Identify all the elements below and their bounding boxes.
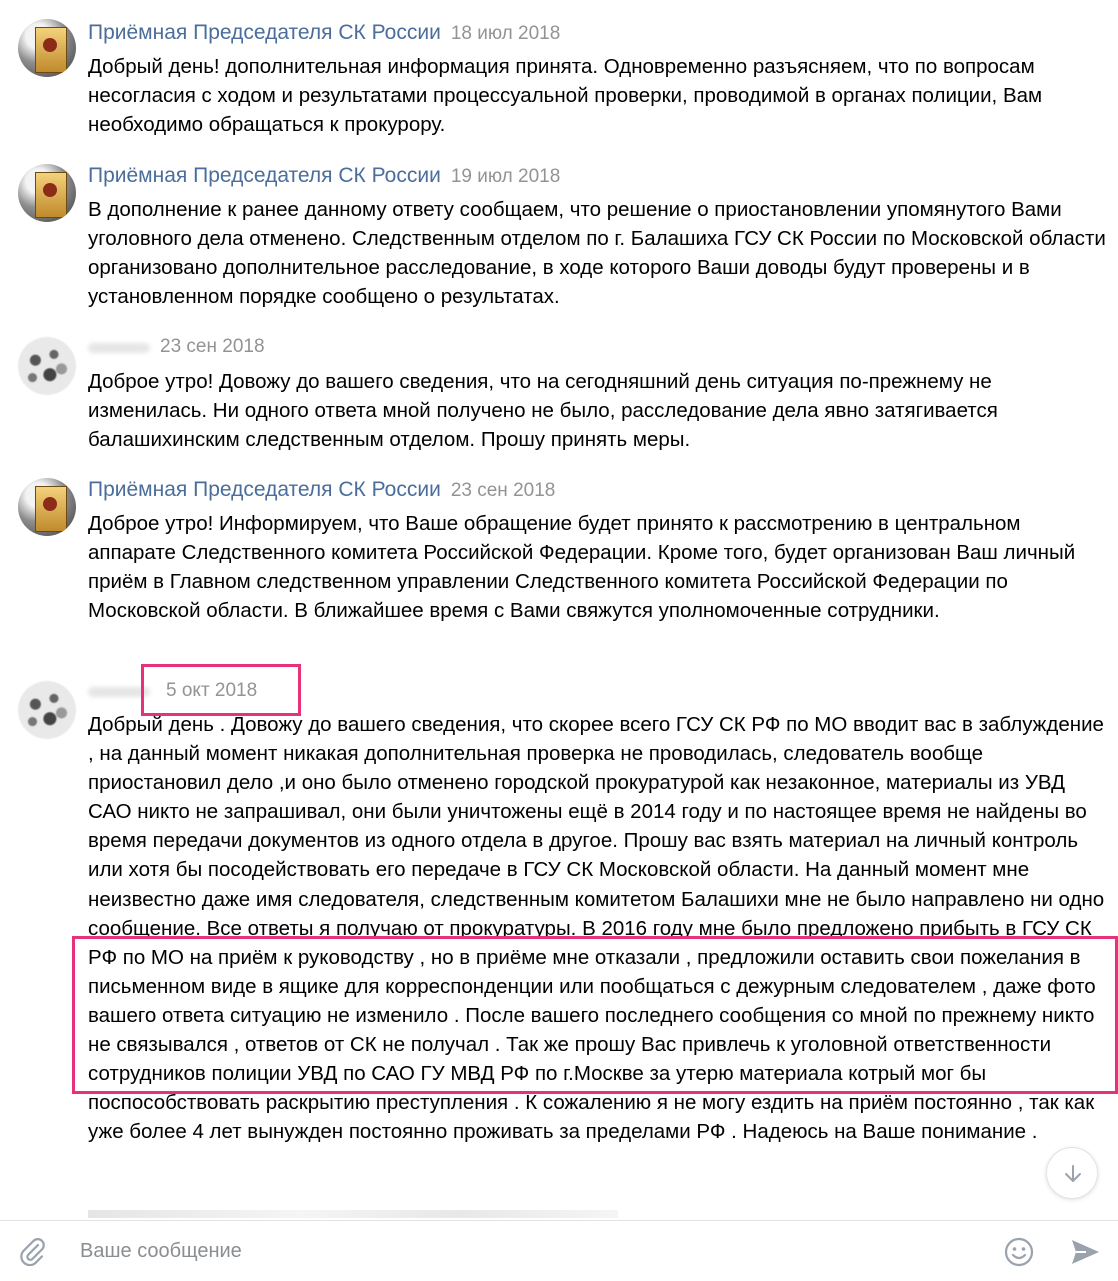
author-name-hidden: [88, 687, 150, 697]
smile-icon[interactable]: [1003, 1236, 1035, 1273]
avatar[interactable]: [18, 19, 76, 77]
send-arrow-icon[interactable]: [1068, 1235, 1102, 1274]
message-date: 23 сен 2018: [160, 336, 265, 357]
message-date: 23 сен 2018: [450, 480, 556, 501]
author-name-hidden: [88, 343, 150, 353]
message-header: [88, 336, 265, 366]
author-name[interactable]: Приёмная Председателя СК России: [88, 21, 441, 44]
message-composer: [0, 1220, 1118, 1281]
message-header: [88, 680, 257, 710]
attached-image-preview[interactable]: [88, 1210, 618, 1218]
message-header: [88, 21, 560, 51]
message-text: Доброе утро! Информируем, что Ваше обращение будет принято к рассмотрению в центральном аппарате Следственного комитета Российской Федерации. Кроме того, будет организован Ваш личный приём в Главном следственном управлении Следственного комитета Российской Федерации по Московской области. В ближайшее время с Вами свяжутся уполномоченные сотрудники.: [88, 512, 1076, 623]
message-input[interactable]: [70, 1231, 990, 1271]
message-text: Добрый день! дополнительная информация принята. Одновременно разъясняем, что по вопросам несогласия с ходом и результатами процессуальной проверки, проводимой в органах полиции, Вам необходимо обращаться к прокурору.: [88, 55, 1043, 137]
message-text: В дополнение к ранее данному ответу сообщаем, что решение о приостановлении упомянутого Вами уголовного дела отменено. Следственным отделом по г. Балашиха ГСУ СК России по Московской области организовано дополнительное расследование, в ходе которого Ваши доводы будут проверены и в установленном порядке сообщено о результатах.: [88, 198, 1106, 309]
avatar[interactable]: [18, 478, 76, 536]
message-date: 19 июл 2018: [450, 166, 561, 187]
message-date: 18 июл 2018: [450, 23, 561, 44]
avatar[interactable]: [18, 164, 76, 222]
message-text: Доброе утро! Довожу до вашего сведения, что на сегодняшний день ситуация по-прежнему не изменилась. Ни одного ответа мной получено не было, расследование дела явно затягивается балашихинским следственным отделом. Прошу принять меры.: [88, 370, 998, 452]
paperclip-icon[interactable]: [16, 1235, 48, 1272]
arrow-down-icon: [1061, 1162, 1085, 1186]
author-name[interactable]: Приёмная Председателя СК России: [88, 164, 441, 187]
message-header: [88, 478, 555, 508]
avatar[interactable]: [18, 337, 76, 395]
message-date: 5 окт 2018: [166, 680, 258, 701]
scroll-down-button[interactable]: [1046, 1147, 1098, 1199]
author-name[interactable]: Приёмная Председателя СК России: [88, 478, 441, 501]
message-header: [88, 164, 560, 194]
avatar[interactable]: [18, 681, 76, 739]
message-text: Добрый день . Довожу до вашего сведения, что скорее всего ГСУ СК РФ по МО вводит вас в заблуждение , на данный момент никакая дополнительная проверка не проводилась, следователь вообще приостановил дело ,и оно было отменено городской прокуратурой как незаконное, материалы из УВД САО никто не запрашивал, они были уничтожены ещё в 2014 году и по настоящее время не найдены во время передачи документов из одного отдела в другое. Прошу вас взять материал на личный контроль или хотя бы посодействовать его передаче в ГСУ СК Московской области. На данный момент мне неизвестно даже имя следователя, следственным комитетом Балашихи мне не было направлено ни одно сообщение. Все ответы я получаю от прокуратуры. В 2016 году мне было предложено прибыть в ГСУ СК РФ по МО на приём к руководству , но в приёме мне отказали , предложили оставить свои пожелания в письменном виде в ящике для корреспонденции или пообщаться с дежурным следователем , даже фото вашего ответа ситуацию не изменило . После вашего последнего сообщения со мной по прежнему никто не связывался , ответов от СК не получал . Так же прошу Вас привлечь к уголовной ответственности сотрудников полиции УВД по САО ГУ МВД РФ по г.Москве за утерю материала котрый мог бы поспособствовать раскрытию преступления . К сожалению я не могу ездить на приём постоянно , так как уже более 4 лет вынужден постоянно проживать за пределами РФ . Надеюсь на Ваше понимание .: [88, 713, 1105, 1144]
